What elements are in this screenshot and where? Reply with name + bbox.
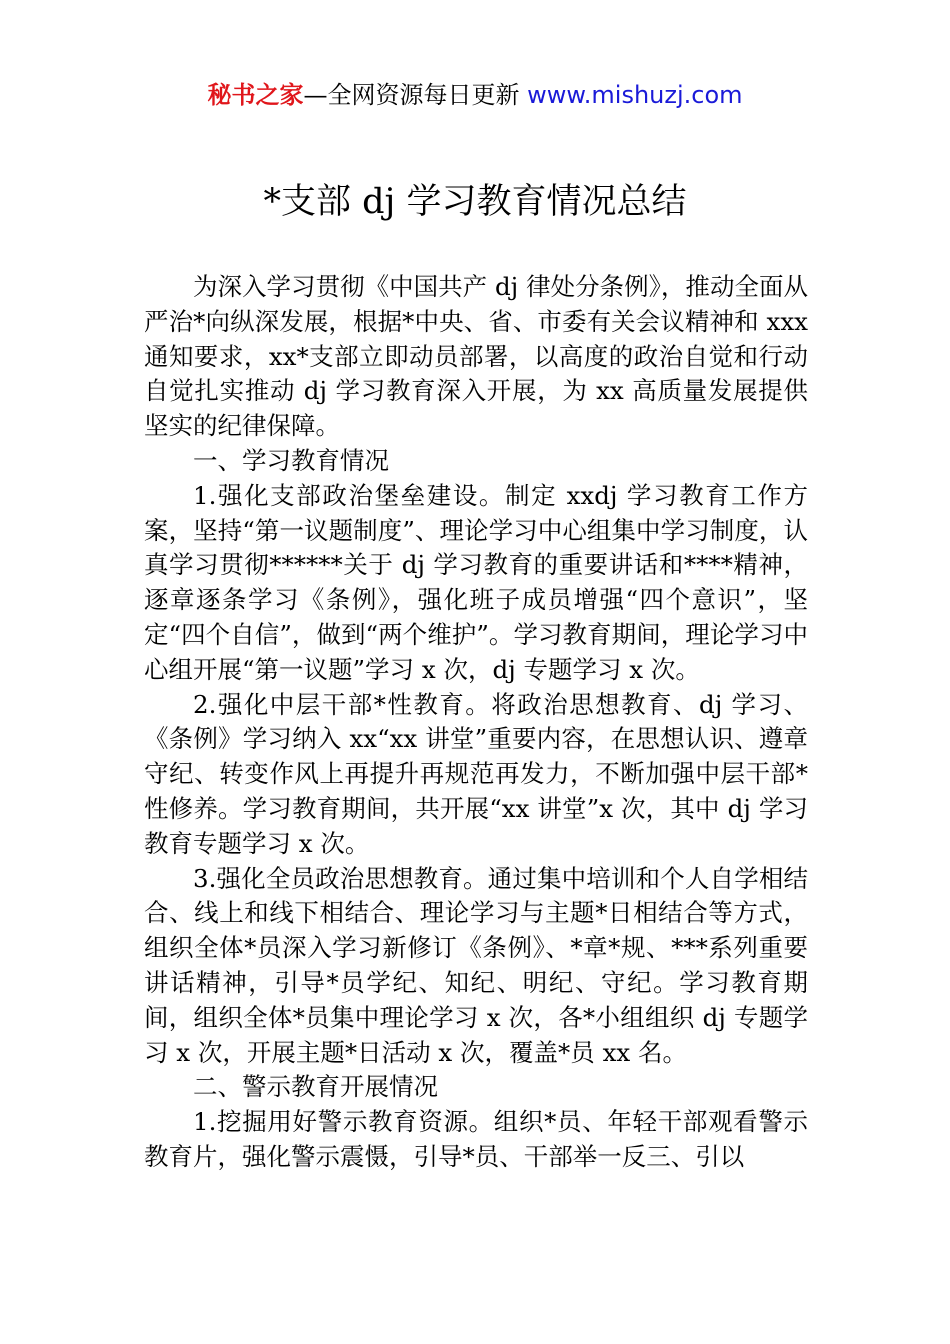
body-paragraph: 3.强化全员政治思想教育。通过集中培训和个人自学相结合、线上和线下相结合、理论学习与主题*日相结合等方式，组织全体*员深入学习新修订《条例》、*章*规、***系列重要讲话精神，引导*员学纪、知纪、明纪、守纪。学习教育期间，组织全体*员集中理论学习 x 次，各*小组组织 dj 专题学习 x 次，开展主题*日活动 x 次，覆盖*员 xx 名。	[144, 863, 808, 1067]
body-paragraph: 2.强化中层干部*性教育。将政治思想教育、dj 学习、《条例》学习纳入 xx“xx 讲堂”重要内容，在思想认识、遵章守纪、转变作风上再提升再规范再发力，不断加强中层干部*性修养。学习教育期间，共开展“xx 讲堂”x 次，其中 dj 学习教育专题学习 x 次。	[144, 689, 808, 858]
section-heading-1: 一、学习教育情况	[193, 445, 389, 475]
site-brand[interactable]: 秘书之家	[207, 80, 304, 109]
intro-paragraph: 为深入学习贯彻《中国共产 dj 律处分条例》，推动全面从严治*向纵深发展，根据*中央、省、市委有关会议精神和 xxx 通知要求，xx*支部立即动员部署，以高度的政治自觉和行动自觉扎实推动 dj 学习教育深入开展，为 xx 高质量发展提供坚实的纪律保障。	[144, 272, 808, 441]
site-url-link[interactable]: www.mishuzj.com	[527, 81, 743, 109]
document-title: *支部 dj 学习教育情况总结	[263, 182, 687, 222]
body-paragraph: 1.强化支部政治堡垒建设。制定 xxdj 学习教育工作方案，坚持“第一议题制度”、理论学习中心组集中学习制度，认真学习贯彻******关于 dj 学习教育的重要讲话和****精神，逐章逐条学习《条例》，强化班子成员增强“四个意识”，坚定“四个自信”，做到“两个维护”。学习教育期间，理论学习中心组开展“第一议题”学习 x 次，dj 专题学习 x 次。	[144, 480, 808, 684]
section-heading-2: 二、警示教育开展情况	[193, 1072, 438, 1102]
site-tagline: —全网资源每日更新	[303, 81, 528, 109]
site-header	[0, 78, 950, 112]
document-body	[144, 270, 808, 1175]
body-paragraph: 1.挖掘用好警示教育资源。组织*员、年轻干部观看警示教育片，强化警示震慑，引导*员、干部举一反三、引以	[144, 1107, 808, 1171]
